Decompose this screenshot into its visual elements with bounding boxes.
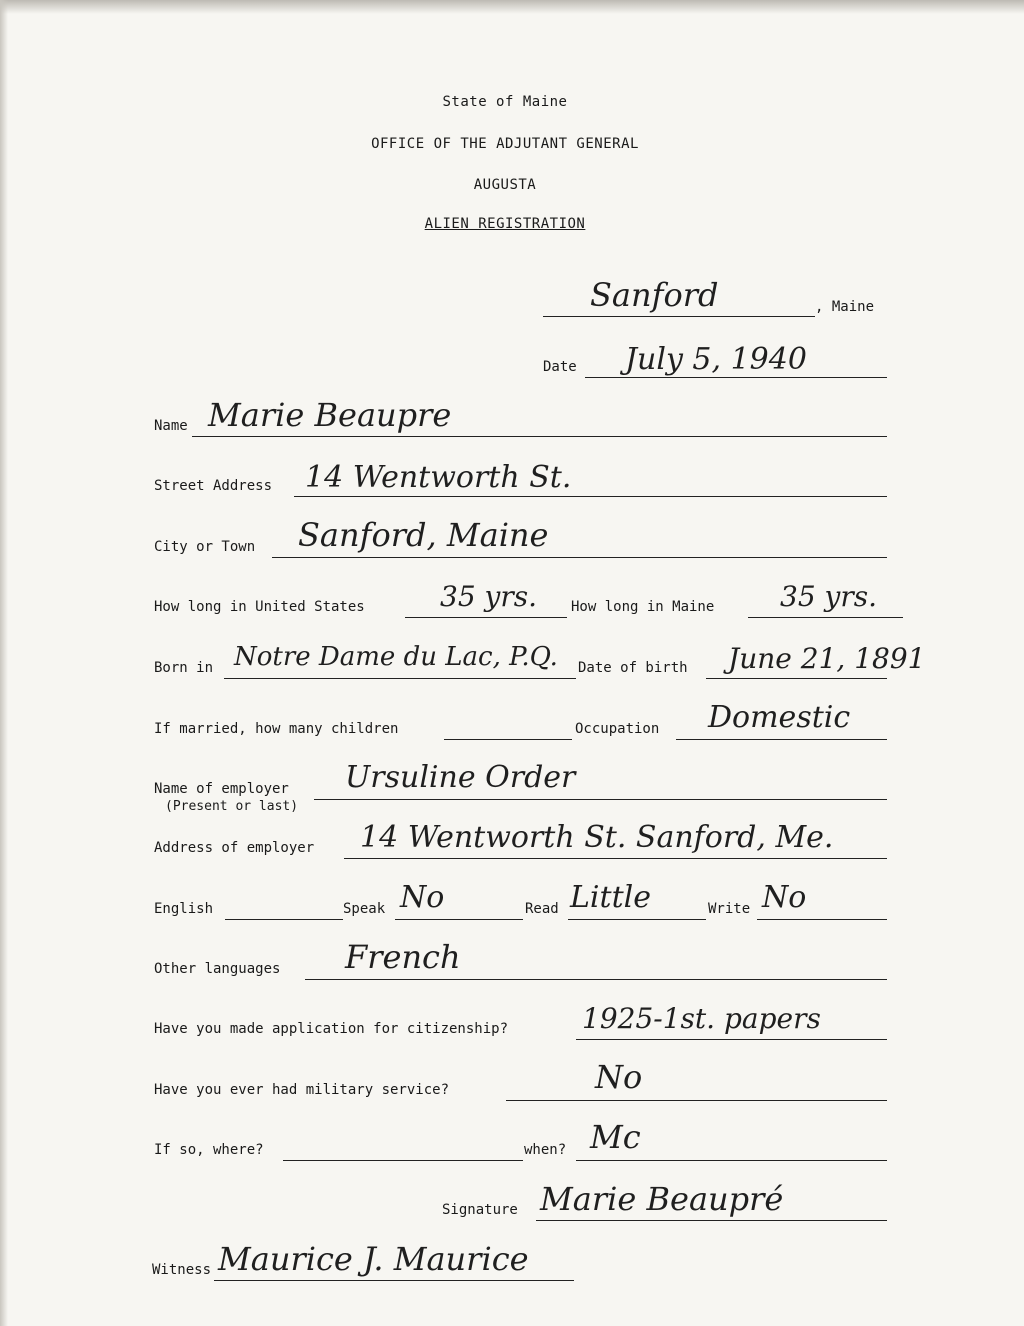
write-line xyxy=(757,919,887,920)
english-line xyxy=(225,919,343,920)
military-label: Have you ever had military service? xyxy=(154,1082,450,1098)
us-years-line xyxy=(405,617,567,618)
date-line xyxy=(585,377,887,378)
citizenship-label: Have you made application for citizenship? xyxy=(154,1021,509,1037)
us-years-label: How long in United States xyxy=(154,599,365,615)
witness-value: Maurice J. Maurice xyxy=(218,1240,529,1278)
employer-value: Ursuline Order xyxy=(345,760,576,795)
scan-edge-top xyxy=(0,0,1024,14)
maine-years-value: 35 yrs. xyxy=(780,580,878,613)
where-line xyxy=(283,1160,523,1161)
witness-line xyxy=(214,1280,574,1281)
maine-years-line xyxy=(748,617,903,618)
employer-address-label: Address of employer xyxy=(154,840,315,856)
read-line xyxy=(568,919,706,920)
military-value: No xyxy=(595,1058,643,1096)
when-line xyxy=(576,1160,887,1161)
when-value: Mc xyxy=(590,1118,641,1156)
write-value: No xyxy=(762,880,807,915)
speak-line xyxy=(395,919,523,920)
signature-line xyxy=(536,1220,887,1221)
occupation-value: Domestic xyxy=(708,700,851,735)
employer-label: Name of employer xyxy=(154,781,289,797)
children-line xyxy=(444,739,572,740)
us-years-value: 35 yrs. xyxy=(440,580,538,613)
languages-label: Other languages xyxy=(154,961,281,977)
citizenship-value: 1925-1st. papers xyxy=(582,1002,821,1035)
read-value: Little xyxy=(570,880,651,915)
street-label: Street Address xyxy=(154,478,273,494)
dob-label: Date of birth xyxy=(578,660,688,676)
born-line xyxy=(224,678,576,679)
born-value: Notre Dame du Lac, P.Q. xyxy=(234,642,558,672)
languages-value: French xyxy=(345,938,461,976)
employer-note: (Present or last) xyxy=(165,799,299,814)
name-line xyxy=(192,436,887,437)
read-label: Read xyxy=(525,901,559,917)
dob-line xyxy=(706,678,887,679)
date-value: July 5, 1940 xyxy=(625,342,807,377)
citizenship-line xyxy=(576,1039,887,1040)
street-line xyxy=(294,496,887,497)
military-line xyxy=(506,1100,887,1101)
when-label: when? xyxy=(524,1142,567,1158)
occupation-label: Occupation xyxy=(575,721,660,737)
header-office: OFFICE OF THE ADJUTANT GENERAL xyxy=(371,136,639,152)
languages-line xyxy=(305,979,887,980)
english-label: English xyxy=(154,901,214,917)
header-state: State of Maine xyxy=(442,94,568,110)
street-value: 14 Wentworth St. xyxy=(305,460,572,495)
write-label: Write xyxy=(708,901,751,917)
signature-value: Marie Beaupré xyxy=(540,1180,784,1218)
occupation-line xyxy=(676,739,887,740)
form-title: ALIEN REGISTRATION xyxy=(424,216,586,232)
signature-label: Signature xyxy=(442,1202,518,1218)
city-label: City or Town xyxy=(154,539,256,555)
town-line xyxy=(543,316,815,317)
scan-edge-left xyxy=(0,0,8,1326)
dob-value: June 21, 1891 xyxy=(728,642,926,675)
employer-address-line xyxy=(344,858,887,859)
employer-line xyxy=(314,799,887,800)
city-value: Sanford, Maine xyxy=(298,516,549,554)
name-label: Name xyxy=(154,418,188,434)
speak-value: No xyxy=(400,880,445,915)
employer-address-value: 14 Wentworth St. Sanford, Me. xyxy=(360,820,834,855)
town-value: Sanford xyxy=(590,276,719,314)
witness-label: Witness xyxy=(152,1262,212,1278)
speak-label: Speak xyxy=(343,901,386,917)
born-label: Born in xyxy=(154,660,214,676)
maine-years-label: How long in Maine xyxy=(571,599,715,615)
name-value: Marie Beaupre xyxy=(208,396,452,434)
header-city: AUGUSTA xyxy=(473,177,537,193)
city-line xyxy=(272,557,887,558)
where-label: If so, where? xyxy=(154,1142,264,1158)
children-label: If married, how many children xyxy=(154,721,399,737)
town-maine-label: , Maine xyxy=(815,299,875,315)
date-label: Date xyxy=(543,359,577,375)
